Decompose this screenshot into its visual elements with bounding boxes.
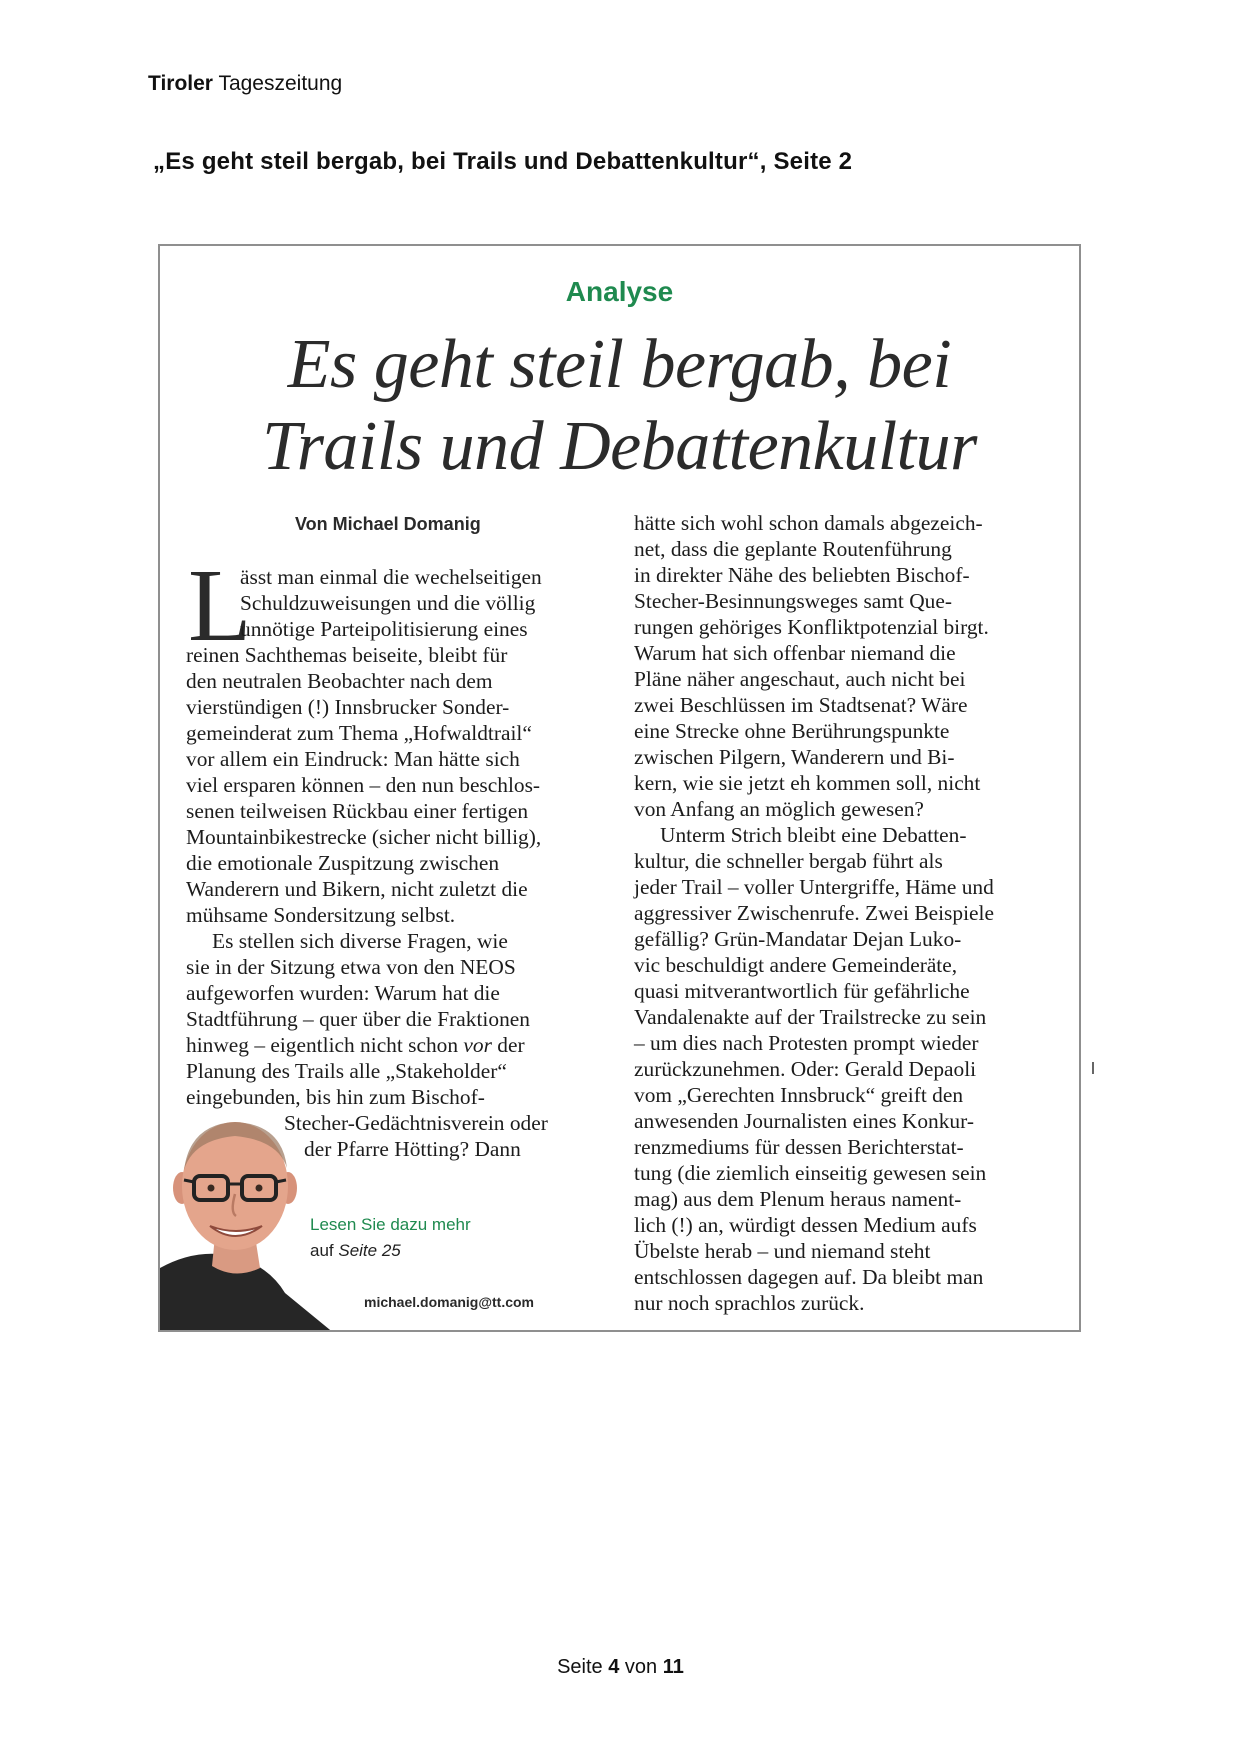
text-line: von Anfang an möglich gewesen?: [634, 797, 924, 821]
text-line: senen teilweisen Rückbau einer fertigen: [186, 799, 529, 823]
text-line: mag) aus dem Plenum heraus nament-: [634, 1187, 962, 1211]
text-line: tung (die ziemlich einseitig gewesen sein: [634, 1161, 987, 1185]
text-line: hinweg – eigentlich nicht schon vor der: [186, 1033, 525, 1057]
text-line: – um dies nach Protesten prompt wieder: [634, 1031, 979, 1055]
text-line: aufgeworfen wurden: Warum hat die: [186, 981, 500, 1005]
text-line: gemeinderat zum Thema „Hofwaldtrail“: [186, 721, 532, 745]
text-line: Es stellen sich diverse Fragen, wie: [212, 929, 508, 953]
publication-header: [148, 72, 342, 96]
text-line: lich (!) an, würdigt dessen Medium aufs: [634, 1213, 977, 1237]
article-headline: [160, 324, 1079, 488]
promo-line-1: Lesen Sie dazu mehr: [310, 1215, 471, 1234]
text-line: quasi mitverantwortlich für gefährliche: [634, 979, 970, 1003]
text-line: ässt man einmal die wechelseitigen: [240, 565, 542, 589]
text-line: jeder Trail – voller Untergriffe, Häme und: [634, 875, 994, 899]
text-line: der Pfarre Hötting? Dann: [304, 1137, 521, 1161]
text-line: die emotionale Zuspitzung zwischen: [186, 851, 500, 875]
text-line: entschlossen dagegen auf. Da bleibt man: [634, 1265, 984, 1289]
article-column-left: [186, 564, 606, 1162]
promo-box: [310, 1212, 471, 1264]
document-title: „Es geht steil bergab, bei Trails und Debattenkultur“, Seite 2: [153, 148, 853, 175]
text-line: viel ersparen können – den nun beschlos-: [186, 773, 541, 797]
text-line: zurückzunehmen. Oder: Gerald Depaoli: [634, 1057, 977, 1081]
headline-line-2: Trails und Debattenkultur: [262, 408, 977, 485]
text-line: vierstündigen (!) Innsbrucker Sonder-: [186, 695, 510, 719]
text-line: unnötige Parteipolitisierung eines: [240, 617, 528, 641]
publication-name-bold: Tiroler: [148, 72, 213, 95]
text-line: Stadtführung – quer über die Fraktionen: [186, 1007, 530, 1031]
text-line: Wanderern und Bikern, nicht zuletzt die: [186, 877, 528, 901]
text-line: vom „Gerechten Innsbruck“ greift den: [634, 1083, 964, 1107]
text-line: vor allem ein Eindruck: Man hätte sich: [186, 747, 520, 771]
text-line: Pläne näher angeschaut, auch nicht bei: [634, 667, 966, 691]
text-line: Warum hat sich offenbar niemand die: [634, 641, 956, 665]
text-line: anwesenden Journalisten eines Konkur-: [634, 1109, 974, 1133]
text-line: net, dass die geplante Routenführung: [634, 537, 952, 561]
margin-mark: [1092, 1062, 1094, 1074]
text-line: rungen gehöriges Konfliktpotenzial birgt.: [634, 615, 989, 639]
text-line: vic beschuldigt andere Gemeinderäte,: [634, 953, 958, 977]
text-line: Stecher-Besinnungsweges samt Que-: [634, 589, 952, 613]
text-line: zwei Beschlüssen im Stadtsenat? Wäre: [634, 693, 968, 717]
text-line: zwischen Pilgern, Wanderern und Bi-: [634, 745, 955, 769]
text-line: gefällig? Grün-Mandatar Dejan Luko-: [634, 927, 962, 951]
text-line: hätte sich wohl schon damals abgezeich-: [634, 511, 983, 535]
text-line: Stecher-Gedächtnisverein oder: [284, 1111, 548, 1135]
drop-cap: L: [188, 548, 252, 663]
article-byline: Von Michael Domanig: [295, 514, 481, 534]
text-line: kultur, die schneller bergab führt als: [634, 849, 943, 873]
text-line: reinen Sachthemas beiseite, bleibt für: [186, 643, 508, 667]
text-line: aggressiver Zwischenrufe. Zwei Beispiele: [634, 901, 994, 925]
article-column-right: [634, 510, 1064, 1316]
text-line: eingebunden, bis hin zum Bischof-: [186, 1085, 485, 1109]
text-line: in direkter Nähe des beliebten Bischof-: [634, 563, 970, 587]
text-line: mühsame Sondersitzung selbst.: [186, 903, 456, 927]
text-line: Mountainbikestrecke (sicher nicht billig),: [186, 825, 542, 849]
text-line: Vandalenakte auf der Trailstrecke zu sein: [634, 1005, 987, 1029]
promo-page-link[interactable]: Seite 25: [338, 1241, 401, 1260]
headline-line-1: Es geht steil bergab, bei: [287, 326, 952, 403]
author-email[interactable]: michael.domanig@tt.com: [364, 1294, 535, 1310]
newspaper-clipping: [158, 244, 1081, 1332]
page-number: Seite 4 von 11: [557, 1656, 684, 1678]
text-line: eine Strecke ohne Berührungspunkte: [634, 719, 950, 743]
text-line: sie in der Sitzung etwa von den NEOS: [186, 955, 516, 979]
text-line: Schuldzuweisungen und die völlig: [240, 591, 536, 615]
publication-name-rest: Tageszeitung: [218, 72, 343, 95]
text-line: Unterm Strich bleibt eine Debatten-: [660, 823, 967, 847]
text-line: Übelste herab – und niemand steht: [634, 1239, 931, 1263]
article-kicker: Analyse: [565, 276, 674, 307]
promo-line-2: auf Seite 25: [310, 1241, 401, 1260]
text-line: nur noch sprachlos zurück.: [634, 1291, 865, 1315]
text-line: kern, wie sie jetzt eh kommen soll, nicht: [634, 771, 981, 795]
text-line: den neutralen Beobachter nach dem: [186, 669, 493, 693]
text-line: Planung des Trails alle „Stakeholder“: [186, 1059, 507, 1083]
text-line: renzmediums für dessen Berichterstat-: [634, 1135, 964, 1159]
